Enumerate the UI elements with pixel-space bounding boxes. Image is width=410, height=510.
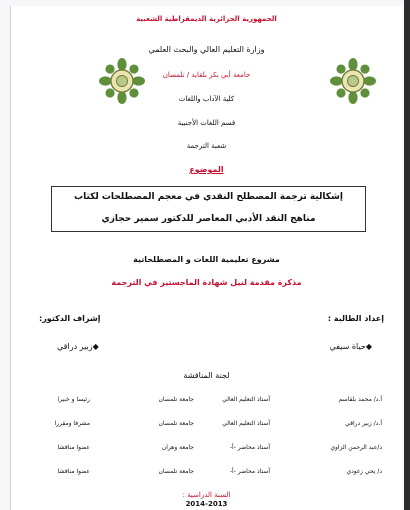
diamond-bullet-icon: ◆ bbox=[92, 342, 99, 351]
thesis-title-line-2: مناهج النقد الأدبي المعاصر للدكتور سمير حجازي bbox=[101, 214, 316, 224]
member-university: جامعة وهران bbox=[161, 444, 194, 451]
project-text: مشروع تعليمية اللغات و المصطلحاتية bbox=[133, 255, 280, 264]
republic-text: الجمهورية الجزائرية الديمقراطية الشعبية bbox=[136, 15, 277, 23]
supervisor-label: إشراف الدكتور: bbox=[39, 314, 101, 323]
student-label: إعداد الطالبة : bbox=[327, 314, 384, 323]
committee-row bbox=[23, 444, 390, 454]
committee-row bbox=[23, 468, 390, 478]
student-name: ◆حياة سيفي bbox=[329, 342, 372, 351]
ministry-text: وزارة التعليم العالي والبحث العلمي bbox=[148, 45, 265, 54]
member-role: عضوا مناقشا bbox=[57, 444, 90, 451]
member-university: جامعة تلمسان bbox=[158, 396, 194, 403]
committee-row bbox=[23, 420, 390, 430]
member-name: أ.د/ زبير دراقي bbox=[345, 420, 382, 427]
academic-year: 2014-2013 bbox=[185, 500, 228, 508]
academic-year-label: السنة الدراسية : bbox=[182, 491, 231, 499]
member-role: مشرفا ومقررا bbox=[54, 420, 90, 427]
thesis-title-line-1: إشكالية ترجمة المصطلح النقدي في معجم المصطلحات لكتاب bbox=[74, 192, 343, 202]
university-emblem-icon bbox=[330, 58, 376, 104]
committee-row bbox=[23, 396, 390, 406]
member-rank: أستاذ محاضر -أ- bbox=[229, 444, 270, 451]
faculty-text: كلية الآداب واللغات bbox=[178, 95, 235, 103]
member-rank: أستاذ محاضر -أ- bbox=[229, 468, 270, 475]
member-role: رئيسا و خبيرا bbox=[57, 396, 90, 403]
supervisor-name: ◆زبير دراقي bbox=[57, 342, 99, 351]
member-role: عضوا مناقشا bbox=[57, 468, 90, 475]
document-page bbox=[10, 6, 402, 510]
member-university: جامعة تلمسان bbox=[158, 468, 194, 475]
member-name: أ.د/ محمد بلقاسم bbox=[338, 396, 382, 403]
diamond-bullet-icon: ◆ bbox=[365, 342, 372, 351]
member-rank: أستاذ التعليم العالي bbox=[222, 396, 270, 403]
section-text: شعبة الترجمة bbox=[186, 142, 227, 150]
university-text: جامعة أبي بكر بلقايد / تلمسان bbox=[162, 71, 251, 79]
topic-label: الموضوع bbox=[189, 165, 224, 174]
university-emblem-icon bbox=[99, 58, 145, 104]
member-name: د/عبد الرحمن الزاوي bbox=[330, 444, 382, 451]
member-name: د/ يحي زغودي bbox=[346, 468, 382, 475]
department-text: قسم اللغات الأجنبية bbox=[177, 119, 236, 127]
committee-title: لجنة المناقشة bbox=[183, 371, 230, 380]
thesis-title-box bbox=[51, 186, 366, 232]
member-rank: أستاذ التعليم العالي bbox=[222, 420, 270, 427]
thesis-text: مذكرة مقدمة لنيل شهادة الماجستير في الترجمة bbox=[111, 278, 302, 287]
member-university: جامعة تلمسان bbox=[158, 420, 194, 427]
window-edge bbox=[404, 0, 410, 510]
